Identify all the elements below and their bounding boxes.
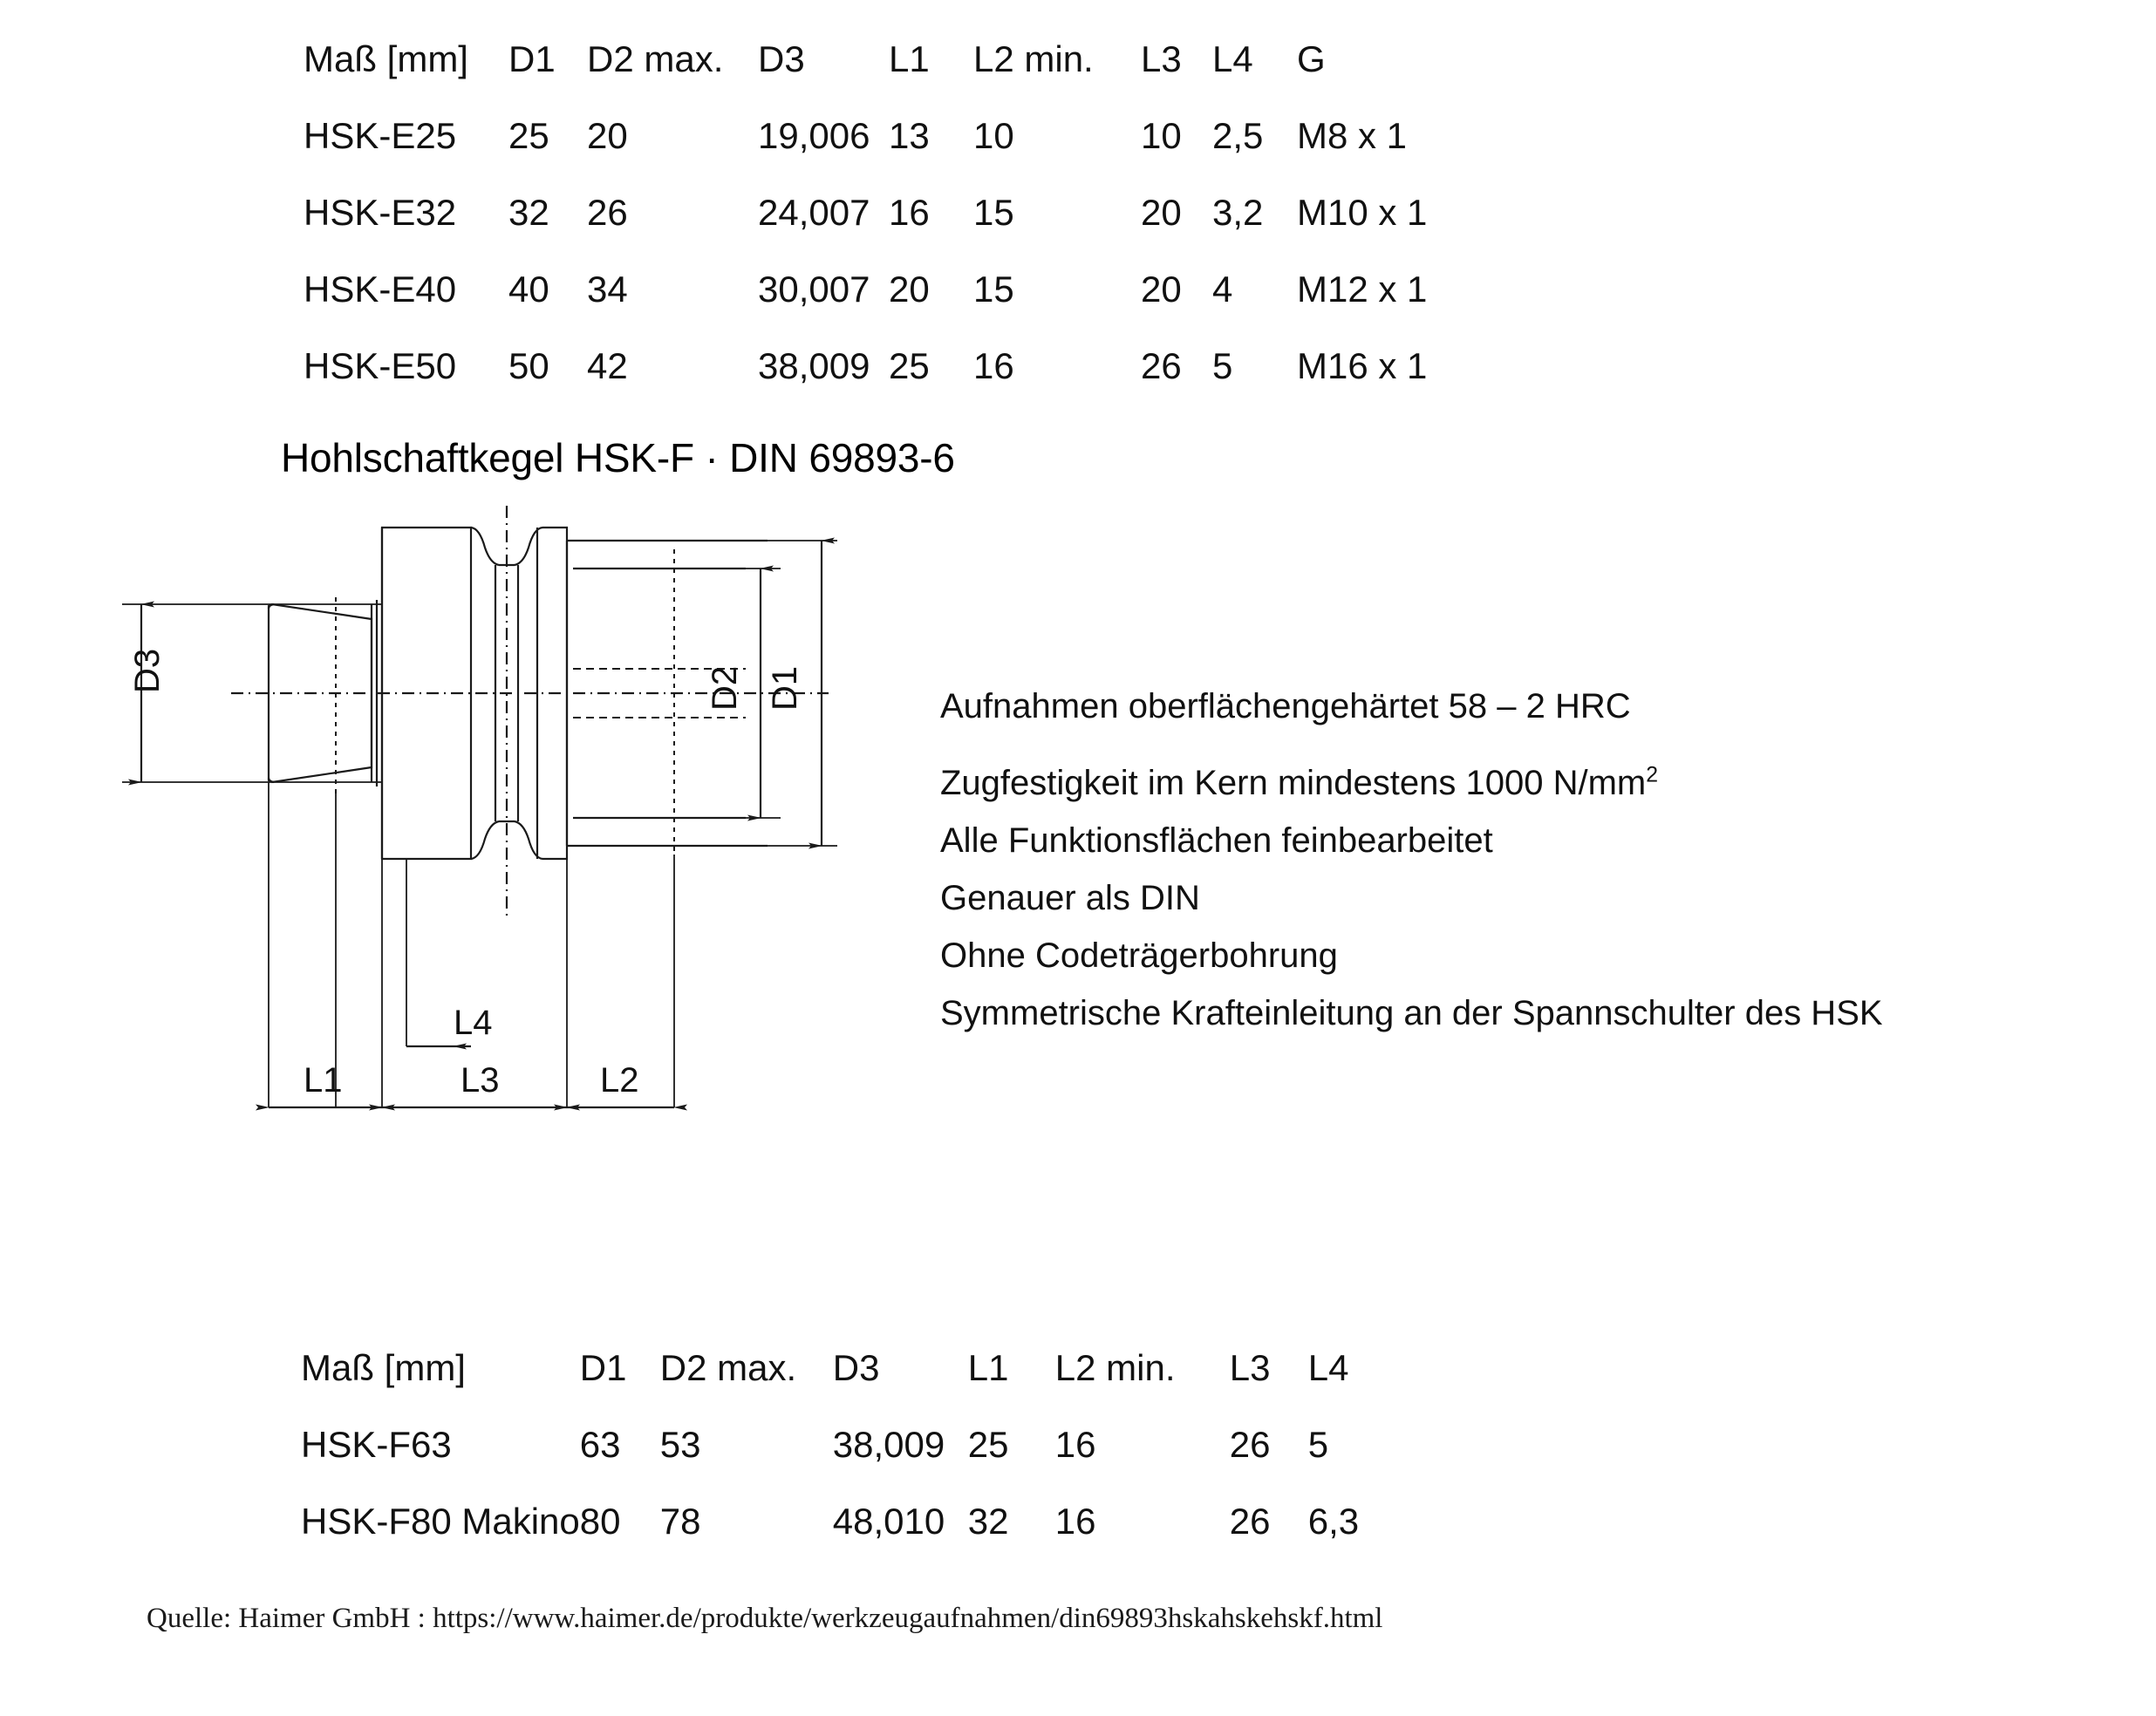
table-row bbox=[304, 174, 1454, 251]
cell-d1: 80 bbox=[579, 1501, 621, 1542]
cell-l2-min: 16 bbox=[1054, 1501, 1096, 1542]
hsk-e-spec-table bbox=[304, 21, 1454, 405]
cell-d2-max: 78 bbox=[659, 1501, 701, 1542]
cell-d3: 38,009 bbox=[832, 1424, 945, 1465]
column-header-d1: D1 bbox=[508, 38, 556, 79]
cell-l1: 32 bbox=[967, 1501, 1009, 1542]
column-header-g: G bbox=[1297, 38, 1326, 79]
cell-l3: 20 bbox=[1141, 192, 1182, 233]
cell-l2-min: 16 bbox=[1054, 1424, 1096, 1465]
cell-designation: HSK-E25 bbox=[304, 115, 457, 156]
dimension-label-l1: L1 bbox=[304, 1061, 343, 1100]
cell-d3: 19,006 bbox=[758, 115, 870, 156]
feature-item bbox=[940, 689, 1987, 724]
column-header-l3: L3 bbox=[1141, 38, 1182, 79]
cell-l2-min: 15 bbox=[973, 269, 1014, 310]
cell-d1: 40 bbox=[508, 269, 549, 310]
cell-d1: 25 bbox=[508, 115, 549, 156]
feature-text: Ohne Codeträgerbohrung bbox=[940, 936, 1338, 975]
cell-designation: HSK-E50 bbox=[304, 345, 457, 386]
table-row bbox=[304, 98, 1454, 174]
cell-d1: 50 bbox=[508, 345, 549, 386]
drawing-canvas bbox=[105, 506, 942, 1151]
column-header-d2-max: D2 max. bbox=[659, 1347, 797, 1388]
column-header-l2-min: L2 min. bbox=[973, 38, 1094, 79]
hsk-f-spec-table bbox=[301, 1330, 1387, 1560]
cell-l2-min: 15 bbox=[973, 192, 1014, 233]
cell-l3: 26 bbox=[1229, 1424, 1271, 1465]
cell-d3: 24,007 bbox=[758, 192, 870, 233]
source-attribution: Quelle: Haimer GmbH : https://www.haimer.de/produkte/werkzeugaufnahmen/din69893hskahskehskf.html bbox=[147, 1603, 1383, 1634]
dimension-label-l3: L3 bbox=[461, 1061, 500, 1100]
feature-item bbox=[940, 763, 1987, 802]
column-header-l2-min: L2 min. bbox=[1054, 1347, 1176, 1388]
cell-l1: 25 bbox=[967, 1424, 1009, 1465]
column-header-l1: L1 bbox=[889, 38, 930, 79]
cell-designation: HSK-E32 bbox=[304, 192, 457, 233]
cell-l2-min: 10 bbox=[973, 115, 1014, 156]
table-row bbox=[301, 1483, 1387, 1560]
cell-l4: 6,3 bbox=[1307, 1501, 1360, 1542]
cell-l2-min: 16 bbox=[973, 345, 1014, 386]
feature-list bbox=[940, 689, 1987, 1031]
feature-text: Aufnahmen oberflächengehärtet 58 – 2 HRC bbox=[940, 687, 1631, 725]
cell-l3: 26 bbox=[1229, 1501, 1271, 1542]
cell-d3: 48,010 bbox=[832, 1501, 945, 1542]
table-row bbox=[304, 251, 1454, 328]
cell-l1: 16 bbox=[889, 192, 930, 233]
feature-text: Zugfestigkeit im Kern mindestens 1000 N/mm bbox=[940, 764, 1647, 802]
dimension-label-d1: D1 bbox=[766, 665, 804, 711]
table-row bbox=[304, 328, 1454, 405]
cell-d2-max: 53 bbox=[659, 1424, 701, 1465]
construction-lines bbox=[336, 549, 674, 855]
cell-d2-max: 34 bbox=[587, 269, 628, 310]
table-header-row bbox=[301, 1330, 1387, 1406]
hsk-f-technical-drawing bbox=[105, 506, 942, 1151]
feature-item bbox=[940, 823, 1987, 858]
column-header-l3: L3 bbox=[1229, 1347, 1271, 1388]
column-header-d1: D1 bbox=[579, 1347, 627, 1388]
cell-g: M16 x 1 bbox=[1297, 345, 1428, 386]
cell-designation: HSK-F80 Makino bbox=[301, 1501, 580, 1542]
cell-d2-max: 42 bbox=[587, 345, 628, 386]
feature-text: Genauer als DIN bbox=[940, 879, 1200, 917]
cell-l1: 20 bbox=[889, 269, 930, 310]
feature-text: Symmetrische Krafteinleitung an der Spannschulter des HSK bbox=[940, 994, 1883, 1032]
column-header-mass: Maß [mm] bbox=[301, 1347, 466, 1388]
feature-superscript: 2 bbox=[1646, 763, 1659, 787]
cell-g: M10 x 1 bbox=[1297, 192, 1428, 233]
cell-d3: 38,009 bbox=[758, 345, 870, 386]
cell-designation: HSK-F63 bbox=[301, 1424, 452, 1465]
cell-designation: HSK-E40 bbox=[304, 269, 457, 310]
cell-d2-max: 26 bbox=[587, 192, 628, 233]
cell-l4: 5 bbox=[1212, 345, 1233, 386]
cell-d1: 32 bbox=[508, 192, 549, 233]
feature-item bbox=[940, 996, 1987, 1031]
dimension-label-l4: L4 bbox=[454, 1004, 493, 1042]
column-header-l1: L1 bbox=[967, 1347, 1009, 1388]
column-header-l4: L4 bbox=[1212, 38, 1253, 79]
feature-text: Alle Funktionsflächen feinbearbeitet bbox=[940, 821, 1493, 860]
cell-d3: 30,007 bbox=[758, 269, 870, 310]
column-header-d2-max: D2 max. bbox=[587, 38, 724, 79]
cell-l4: 3,2 bbox=[1212, 192, 1264, 233]
cell-l3: 26 bbox=[1141, 345, 1182, 386]
dimension-label-d3: D3 bbox=[128, 648, 167, 693]
dimension-label-d2: D2 bbox=[706, 665, 744, 711]
cell-l1: 13 bbox=[889, 115, 930, 156]
dimension-label-l2: L2 bbox=[600, 1061, 639, 1100]
column-header-d3: D3 bbox=[758, 38, 805, 79]
feature-item bbox=[940, 938, 1987, 973]
cell-l4: 4 bbox=[1212, 269, 1233, 310]
cell-l4: 5 bbox=[1307, 1424, 1329, 1465]
column-header-mass: Maß [mm] bbox=[304, 38, 468, 79]
cell-l4: 2,5 bbox=[1212, 115, 1264, 156]
cell-g: M8 x 1 bbox=[1297, 115, 1408, 156]
table-row bbox=[301, 1406, 1387, 1483]
cell-d2-max: 20 bbox=[587, 115, 628, 156]
column-header-d3: D3 bbox=[832, 1347, 880, 1388]
cell-g: M12 x 1 bbox=[1297, 269, 1428, 310]
cell-d1: 63 bbox=[579, 1424, 621, 1465]
cell-l1: 25 bbox=[889, 345, 930, 386]
cell-l3: 20 bbox=[1141, 269, 1182, 310]
column-header-l4: L4 bbox=[1307, 1347, 1349, 1388]
section-heading: Hohlschaftkegel HSK-F · DIN 69893-6 bbox=[281, 435, 955, 480]
cell-l3: 10 bbox=[1141, 115, 1182, 156]
feature-item bbox=[940, 881, 1987, 916]
table-header-row bbox=[304, 21, 1454, 98]
